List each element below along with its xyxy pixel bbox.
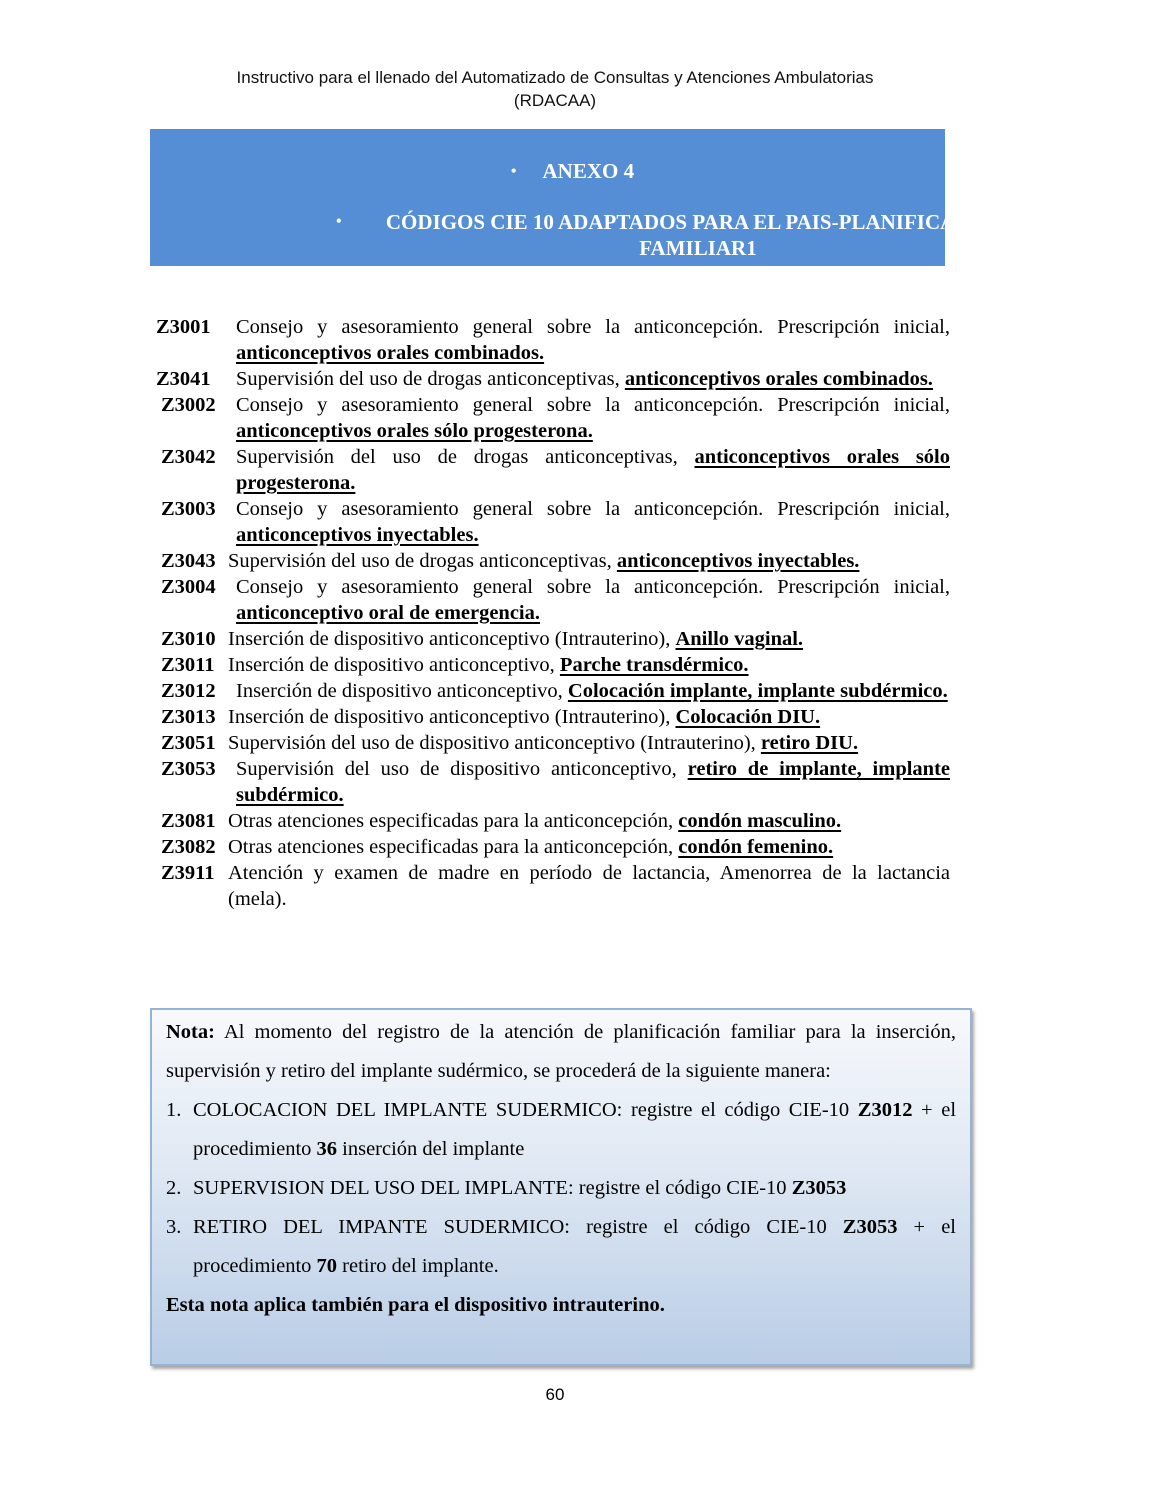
item-number: 2. xyxy=(166,1177,182,1199)
method-label: anticonceptivos inyectables. xyxy=(616,550,860,572)
note-item: 2. SUPERVISION DEL USO DEL IMPLANTE: registre el código CIE-10 Z3053 xyxy=(166,1169,956,1208)
header-line-2: (RDACAA) xyxy=(513,91,597,110)
code-description: Supervisión del uso de drogas anticonceptivas, anticonceptivos orales combinados. xyxy=(236,368,933,390)
code: Z3002 xyxy=(161,394,216,416)
code-description: Supervisión del uso de dispositivo anticonceptivo (Intrauterino), retiro DIU. xyxy=(228,732,859,754)
code-entry xyxy=(150,574,950,626)
note-item: 3. RETIRO DEL IMPANTE SUDERMICO: registre el código CIE-10 Z3053 + el procedimiento 70 retiro del implante. xyxy=(166,1208,956,1286)
method-label: anticonceptivo oral de emergencia. xyxy=(236,602,541,624)
code-description: Consejo y asesoramiento general sobre la anticoncepción. Prescripción inicial, anticonceptivos orales combinados. xyxy=(236,316,950,364)
code: Z3001 xyxy=(156,316,211,338)
note-item: 1. COLOCACION DEL IMPLANTE SUDERMICO: registre el código CIE-10 Z3012 + el procedimiento 36 inserción del implante xyxy=(166,1091,956,1169)
code-description: Otras atenciones especificadas para la anticoncepción, condón masculino. xyxy=(228,810,842,832)
method-label: anticonceptivos orales combinados. xyxy=(624,368,933,390)
code-description: Inserción de dispositivo anticonceptivo (Intrauterino), Anillo vaginal. xyxy=(228,628,804,650)
code-entry xyxy=(150,444,950,496)
code: Z3003 xyxy=(161,498,216,520)
note-box xyxy=(150,1008,972,1366)
code-entry xyxy=(150,652,950,678)
annex-banner xyxy=(150,129,1011,266)
code: Z3081 xyxy=(161,810,216,832)
code: Z3082 xyxy=(161,836,216,858)
annex-title xyxy=(338,209,1058,261)
bullet-icon: • xyxy=(336,213,342,230)
annex-title-text: CÓDIGOS CIE 10 ADAPTADOS PARA EL PAIS-PLANIFICACIÓN FAMILIAR1 xyxy=(385,210,1011,260)
code: Z3004 xyxy=(161,576,216,598)
code: Z3041 xyxy=(156,368,211,390)
code-entry xyxy=(150,392,950,444)
code: Z3053 xyxy=(161,758,216,780)
code-entry xyxy=(150,626,950,652)
code: Z3911 xyxy=(161,862,215,884)
method-label: Colocación DIU. xyxy=(675,706,821,728)
code-list xyxy=(150,314,950,912)
method-label: Parche transdérmico. xyxy=(559,654,749,676)
method-label: anticonceptivos orales sólo progesterona. xyxy=(236,446,950,494)
code-entry xyxy=(150,678,950,704)
code-description: Inserción de dispositivo anticonceptivo, Colocación implante, implante subdérmico. xyxy=(236,680,948,702)
page-number: 60 xyxy=(545,1385,565,1404)
method-label: condón femenino. xyxy=(678,836,834,858)
code-description: Supervisión del uso de drogas anticonceptivas, anticonceptivos orales sólo progesterona. xyxy=(236,446,950,494)
code-entry xyxy=(150,756,950,808)
code-description: Consejo y asesoramiento general sobre la anticoncepción. Prescripción inicial, anticonceptivos inyectables. xyxy=(236,498,950,546)
method-label: retiro DIU. xyxy=(760,732,859,754)
code-description: Supervisión del uso de dispositivo anticonceptivo, retiro de implante, implante subdérmico. xyxy=(236,758,950,806)
method-label: anticonceptivos orales combinados. xyxy=(236,342,545,364)
code-description: Inserción de dispositivo anticonceptivo (Intrauterino), Colocación DIU. xyxy=(228,706,821,728)
code-entry xyxy=(150,496,950,548)
code-description: Supervisión del uso de drogas anticonceptivas, anticonceptivos inyectables. xyxy=(228,550,860,572)
code: Z3013 xyxy=(161,706,216,728)
note-label: Nota: xyxy=(166,1021,215,1043)
code-entry xyxy=(150,834,950,860)
note-footer: Esta nota aplica también para el dispositivo intrauterino. xyxy=(166,1294,665,1316)
annex-label: ANEXO 4 xyxy=(542,159,635,183)
code-entry xyxy=(150,314,950,366)
bullet-icon: • xyxy=(510,163,517,180)
code: Z3051 xyxy=(161,732,216,754)
code-description: Inserción de dispositivo anticonceptivo, Parche transdérmico. xyxy=(228,654,749,676)
annex-heading xyxy=(150,159,945,184)
code-entry xyxy=(150,366,950,392)
code-entry xyxy=(150,730,950,756)
code-description: Consejo y asesoramiento general sobre la anticoncepción. Prescripción inicial, anticonceptivos orales sólo progesterona. xyxy=(236,394,950,442)
code-entry xyxy=(150,808,950,834)
method-label: Colocación implante, implante subdérmico. xyxy=(567,680,948,702)
method-label: condón masculino. xyxy=(678,810,842,832)
page-header xyxy=(0,66,1110,112)
code: Z3042 xyxy=(161,446,216,468)
code: Z3012 xyxy=(161,680,216,702)
note-intro: Nota: Al momento del registro de la atención de planificación familiar para la inserción, supervisión y retiro del implante sudérmico, se procederá de la siguiente manera: xyxy=(166,1021,956,1082)
code-entry xyxy=(150,860,950,912)
header-line-1: Instructivo para el llenado del Automatizado de Consultas y Atenciones Ambulatorias xyxy=(236,68,874,87)
method-label: anticonceptivos orales sólo progesterona. xyxy=(236,420,593,442)
item-number: 1. xyxy=(166,1099,182,1121)
code-description: Consejo y asesoramiento general sobre la anticoncepción. Prescripción inicial, anticonceptivo oral de emergencia. xyxy=(236,576,950,624)
code: Z3011 xyxy=(161,654,215,676)
method-label: retiro de implante, implante subdérmico. xyxy=(236,758,950,806)
code-entry xyxy=(150,704,950,730)
code: Z3043 xyxy=(161,550,216,572)
code: Z3010 xyxy=(161,628,216,650)
code-description: Otras atenciones especificadas para la anticoncepción, condón femenino. xyxy=(228,836,834,858)
code-entry xyxy=(150,548,950,574)
method-label: anticonceptivos inyectables. xyxy=(236,524,479,546)
item-number: 3. xyxy=(166,1216,182,1238)
code-description: Atención y examen de madre en período de lactancia, Amenorrea de la lactancia (mela). xyxy=(228,862,950,910)
method-label: Anillo vaginal. xyxy=(675,628,804,650)
